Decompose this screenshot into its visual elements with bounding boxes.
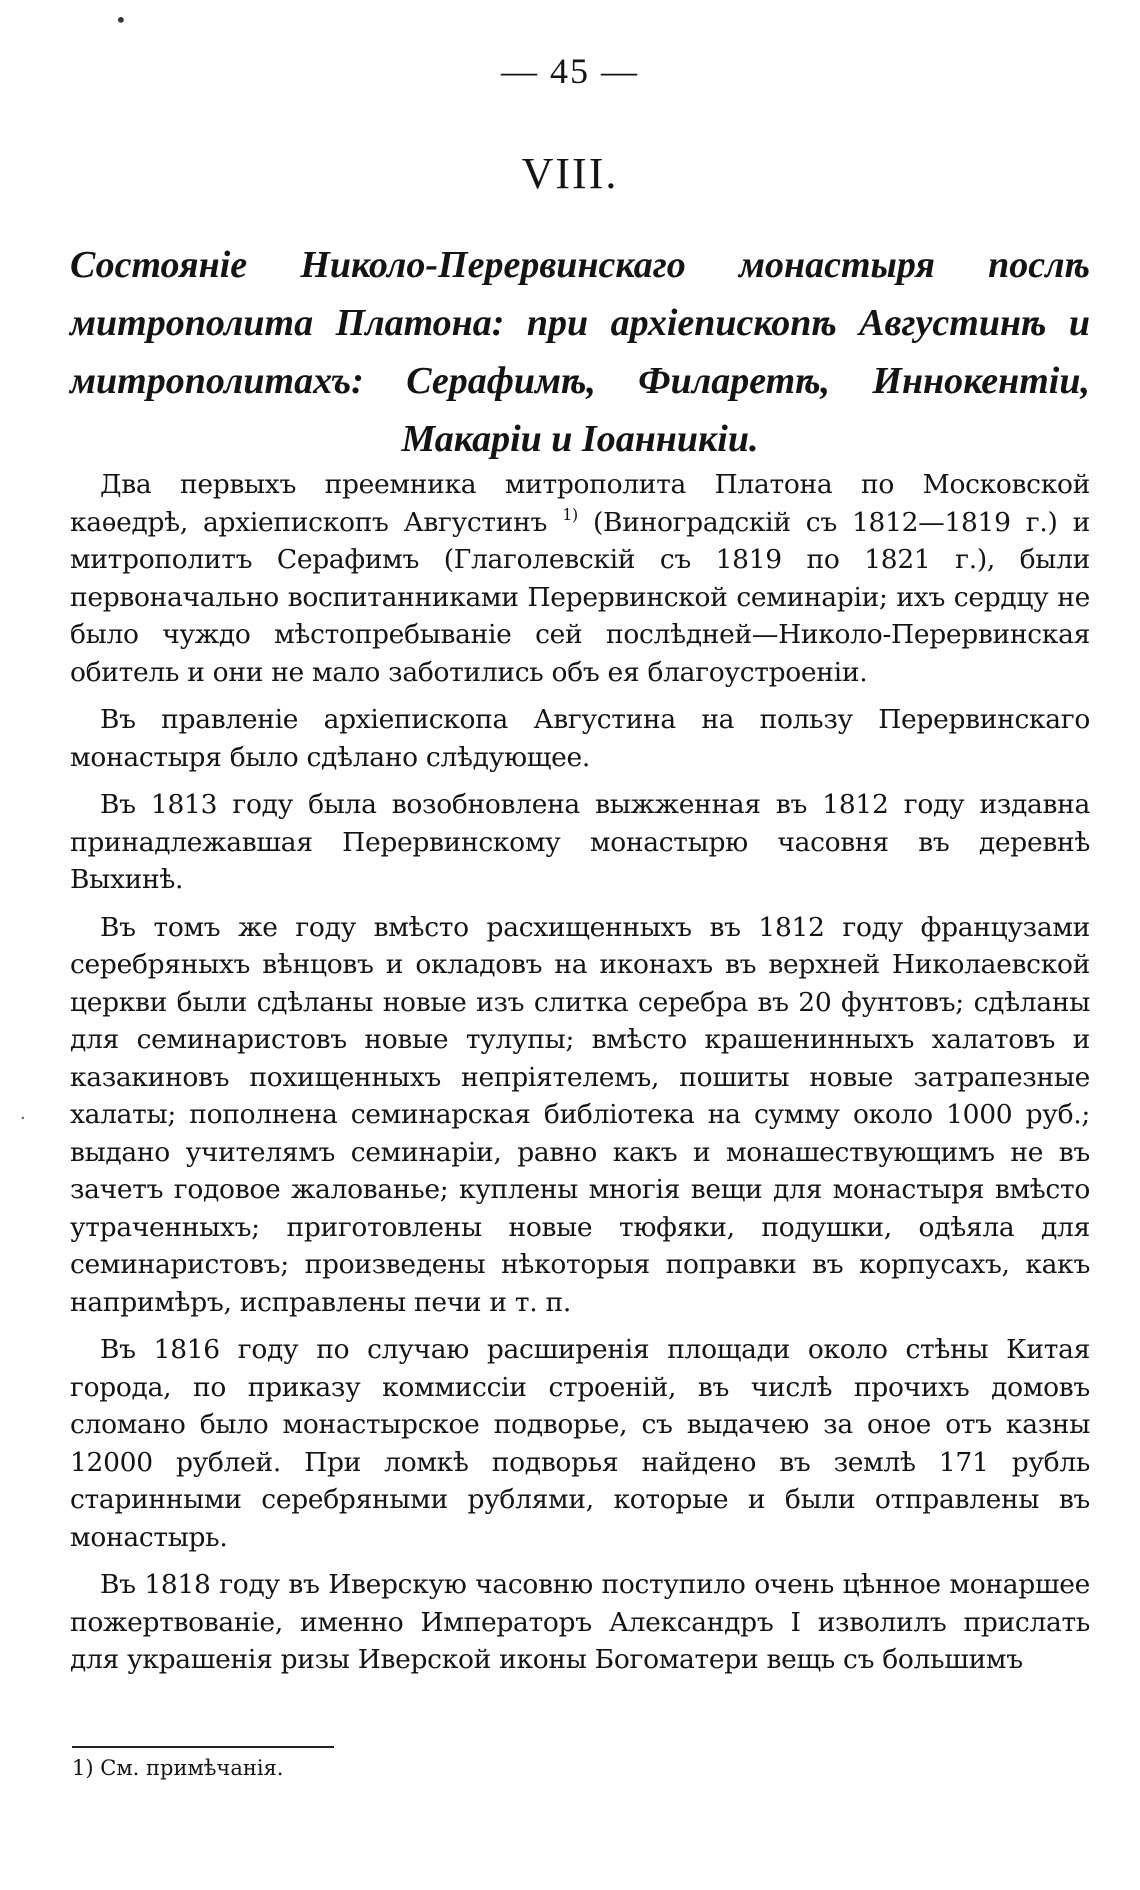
print-speck: · — [20, 1108, 26, 1129]
paragraph: Въ томъ же году вмѣсто расхищенныхъ въ 1812 году французами серебряныхъ вѣнцовъ и окладовъ на иконахъ въ верхней Николаевской церкви были сдѣланы новые изъ слитка серебра въ 20 фунтовъ; сдѣланы для семинаристовъ новые тулупы; вмѣсто крашенинныхъ халатовъ и казакиновъ похищенныхъ непрiятелемъ, пошиты новые затрапезные халаты; пополнена семинарская библiотека на сумму около 1000 руб.; выдано учителямъ семинарiи, равно какъ и монашествующимъ не въ зачетъ годовое жалованье; куплены многiя вещи для монастыря вмѣсто утраченныхъ; приготовлены новые тюфяки, подушки, одѣяла для семинаристовъ; произведены нѣкоторыя поправки въ корпусахъ, какъ напримѣръ, исправлены печи и т. п. — [70, 911, 1090, 1318]
print-speck: • — [115, 8, 127, 32]
page-number: — 45 — — [501, 51, 639, 91]
footnote-marker: 1) — [562, 504, 578, 524]
footnote-text: См. примѣчанiя. — [100, 1756, 284, 1780]
paragraph: Въ 1818 году въ Иверскую часовню поступило очень цѣнное монаршее пожертвованiе, именно Императоръ Александръ I изволилъ прислать для украшенiя ризы Иверской иконы Богоматери вещь съ большимъ — [70, 1569, 1090, 1675]
paragraph: Въ 1813 году была возобновлена выжженная въ 1812 году издавна принадлежавшая Перервинскому монастырю часовня въ деревнѣ Выхинѣ. — [70, 789, 1090, 895]
paragraph — [70, 466, 1090, 691]
paragraph-text: (Виноградскiй съ 1812—1819 г.) и митрополитъ Серафимъ (Глаголевскiй съ 1819 по 1821 г.), были первоначально воспитанниками Перервинской семинарiи; ихъ сердцу не было чуждо мѣстопребыванiе сей послѣдней—Николо-Перервинская обитель и они не мало заботились объ ея благоустроенiи. — [70, 506, 1090, 688]
footnote-marker: 1) — [72, 1756, 94, 1780]
paragraph: Въ правленiе архiепископа Августина на пользу Перервинскаго монастыря было сдѣлано слѣдующее. — [70, 704, 1090, 773]
paragraph-text: Два первыхъ преемника митрополита Платона по Московской каѳедрѣ, архiепископъ Августинъ — [70, 469, 1090, 538]
chapter-title: Состоянiе Николо-Перервинскаго монастыря послѣ митрополита Платона: при архiепископѣ Августинѣ и митрополитахъ: Серафимѣ, Филаретѣ, Иннокентiи, Макарiи и Iоанникiи. — [70, 244, 1090, 460]
body-text — [70, 466, 1090, 1689]
chapter-number: VIII. — [521, 149, 619, 198]
footnote — [72, 1756, 283, 1780]
paragraph: Въ 1816 году по случаю расширенiя площади около стѣны Китая города, по приказу коммиссiи строенiй, въ числѣ прочихъ домовъ сломано было монастырское подворье, съ выдачею за оное отъ казны 12000 рублей. При ломкѣ подворья найдено въ землѣ 171 рубль старинными серебряными рублями, которые и были отправлены въ монастырь. — [70, 1334, 1090, 1553]
footnote-divider — [72, 1746, 334, 1748]
